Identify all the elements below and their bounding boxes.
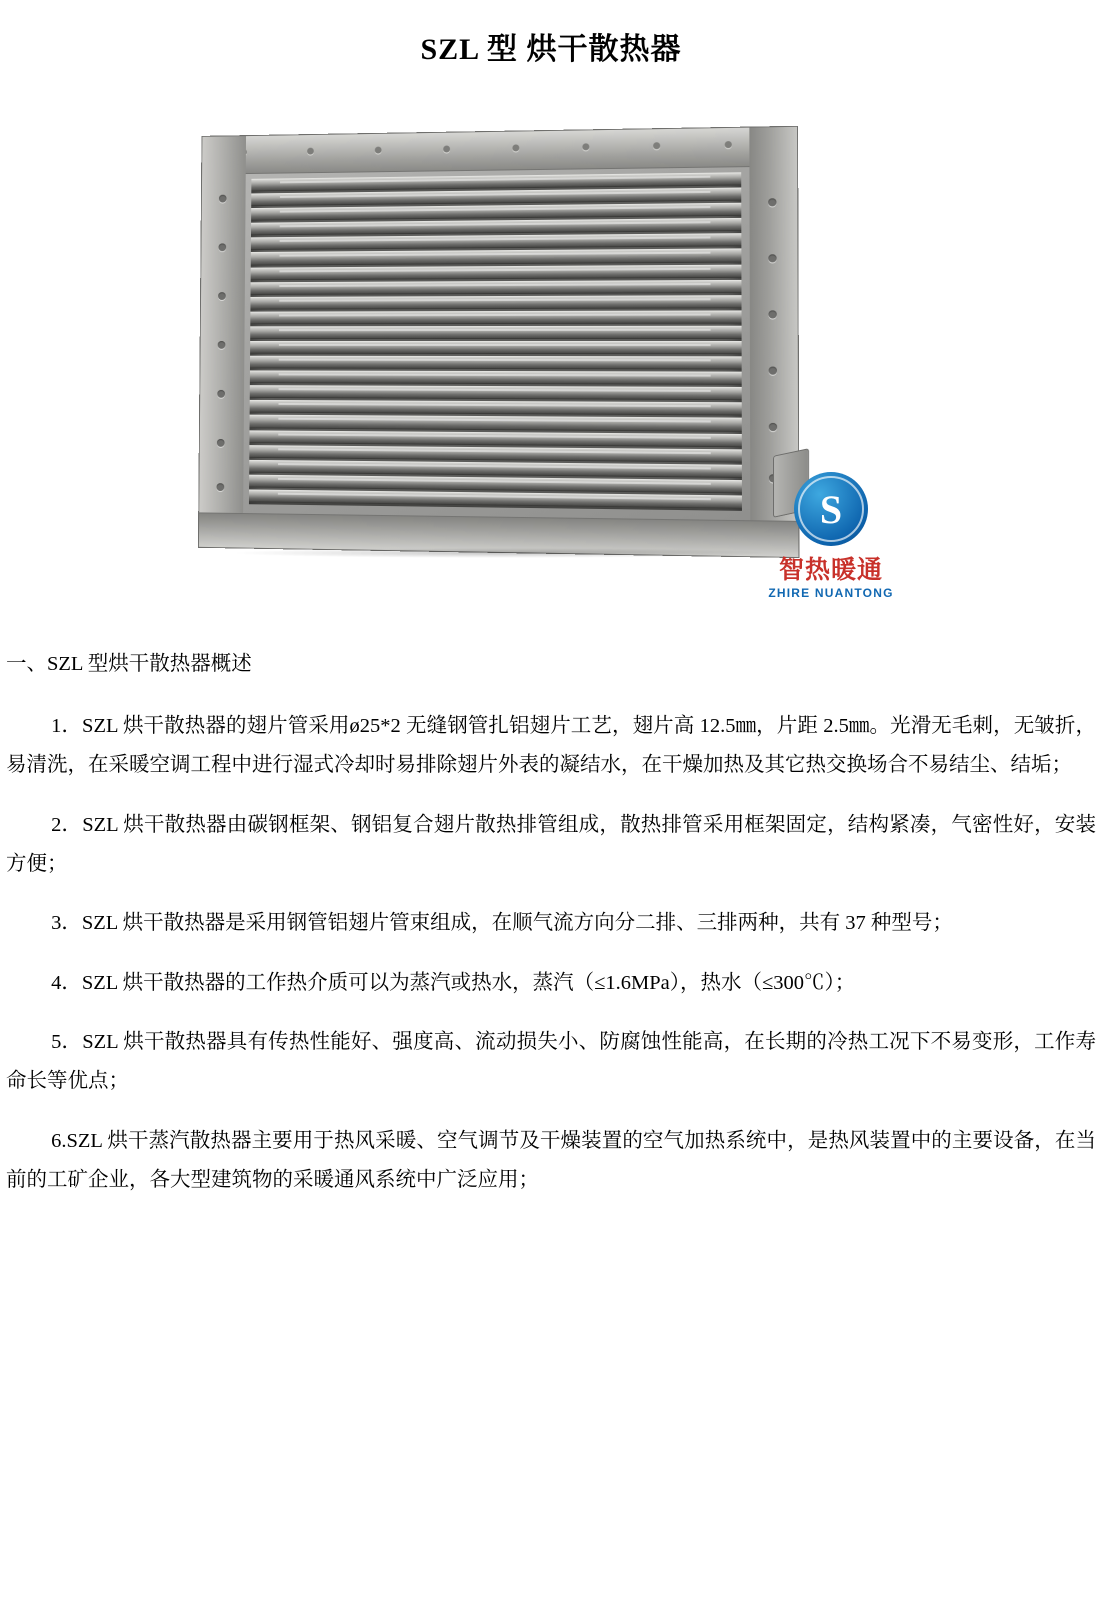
heat-exchanger-illustration xyxy=(191,130,791,550)
paragraph-5: 5．SZL 烘干散热器具有传热性能好、强度高、流动损失小、防腐蚀性能高，在长期的冷热工况下不易变形，工作寿命长等优点； xyxy=(6,1030,1096,1093)
hx-fin-row xyxy=(251,218,741,236)
hx-fin-row xyxy=(251,264,742,280)
hx-fin-row xyxy=(250,385,742,400)
watermark-logo xyxy=(751,472,911,600)
hx-fin-row xyxy=(251,233,742,250)
logo-mark-icon: S xyxy=(794,472,868,546)
hx-fin-row xyxy=(250,295,741,310)
hx-fin-row xyxy=(250,326,741,339)
logo-name-cn: 智热暖通 xyxy=(778,556,883,584)
hx-finned-tube-core xyxy=(249,172,742,511)
paragraph-6: 6.SZL 烘干蒸汽散热器主要用于热风采暖、空气调节及干燥装置的空气加热系统中，是热风装置中的主要设备，在当前的工矿企业，各大型建筑物的采暖通风系统中广泛应用； xyxy=(6,1129,1096,1192)
hx-fin-row xyxy=(250,400,742,416)
paragraph-3: 3．SZL 烘干散热器是采用钢管铝翅片管束组成，在顺气流方向分二排、三排两种，共有 37 种型号； xyxy=(51,912,953,935)
figure-shadow xyxy=(231,548,771,558)
hx-fin-row xyxy=(251,280,742,295)
hx-fin-row xyxy=(250,341,742,354)
paragraph-2: 2．SZL 烘干散热器由碳钢框架、钢铝复合翅片散热排管组成，散热排管采用框架固定，结构紧凑，气密性好，安装方便； xyxy=(6,813,1096,875)
section-heading: 一、SZL 型烘干散热器概述 xyxy=(6,653,252,675)
hx-fin-row xyxy=(250,356,742,370)
product-figure xyxy=(191,130,911,600)
document-page xyxy=(0,24,1102,1624)
hx-left-flange xyxy=(199,136,246,547)
logo-name-en: ZHIRE NUANTONG xyxy=(768,586,894,600)
document-body xyxy=(4,648,1098,1200)
hx-fin-row xyxy=(250,415,742,431)
hx-fin-row xyxy=(251,249,742,265)
page-title: SZL 型 烘干散热器 xyxy=(420,33,682,66)
hx-fin-row xyxy=(250,310,741,324)
hx-frame xyxy=(198,126,800,558)
hx-top-flange xyxy=(202,127,797,175)
hx-fin-row xyxy=(250,371,742,386)
hx-fin-row xyxy=(249,430,741,447)
paragraph-1: 1．SZL 烘干散热器的翅片管采用ø25*2 无缝钢管扎铝翅片工艺，翅片高 12.5㎜，片距 2.5㎜。光滑无毛刺，无皱折，易清洗，在采暖空调工程中进行湿式冷却时易排除翅片外表的凝结水，在干燥加热及其它热交换场合不易结尘、结垢； xyxy=(6,714,1096,777)
paragraph-4: 4．SZL 烘干散热器的工作热介质可以为蒸汽或热水，蒸汽（≤1.6MPa），热水（≤300℃）； xyxy=(51,971,856,994)
